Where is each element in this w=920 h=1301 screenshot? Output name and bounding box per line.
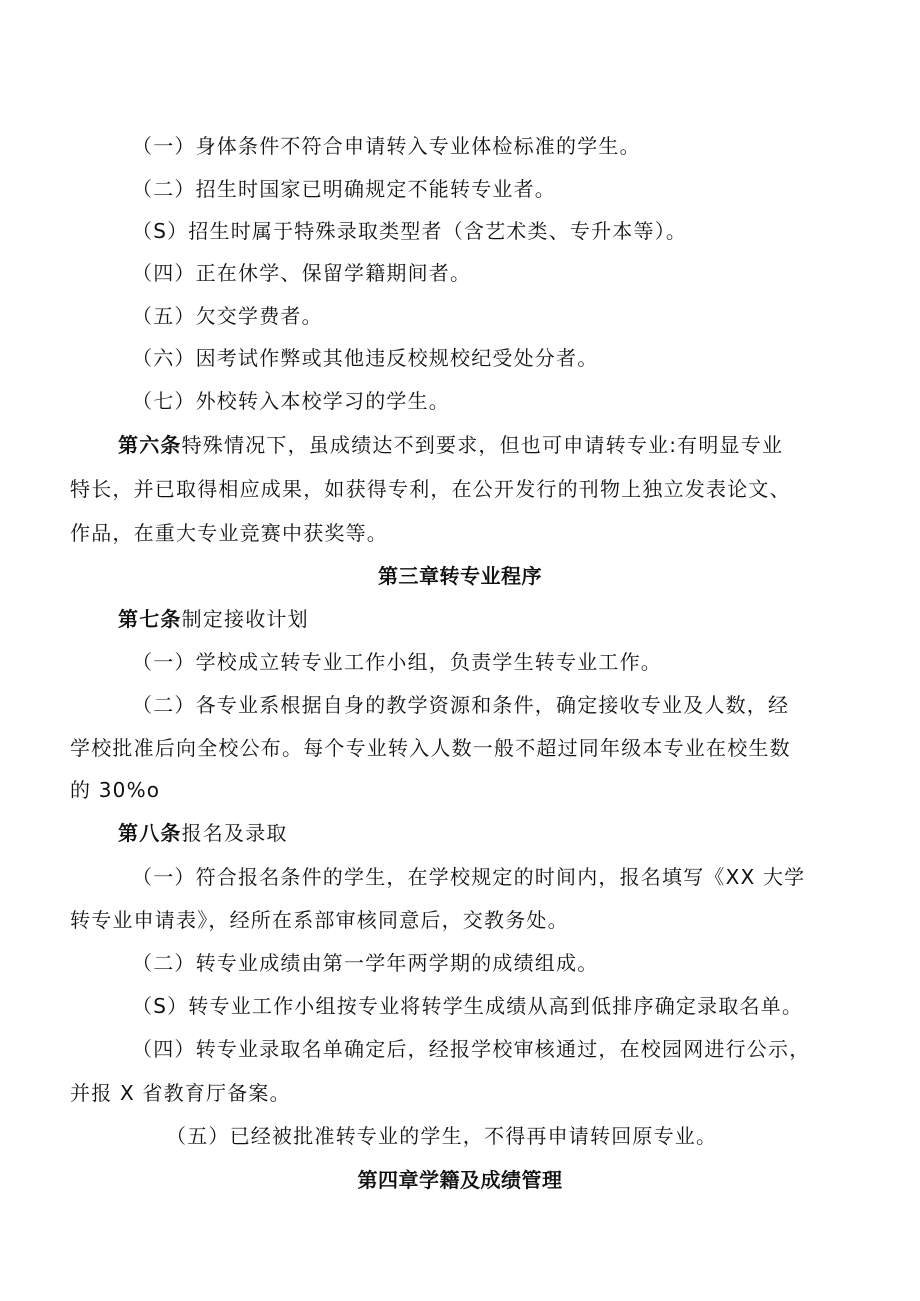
article-7-item-2-line-2: 学校批准后向全校公布。每个专业转入人数一般不超过同年级本专业在校生数 [70,736,791,760]
article-8-item-4-line-2: 并报 X 省教育厅备案。 [70,1081,291,1105]
article-8-title: 报名及录取 [181,821,288,845]
article-6-text-1: 特殊情况下，虽成绩达不到要求，但也可申请转专业:有明显专业 [181,433,784,457]
article-8-item-4-line-1: （四）转专业录取名单确定后，经报学校审核通过，在校园网进行公示， [132,1037,811,1061]
condition-item-2: （二）招生时国家已明确规定不能转专业者。 [132,177,556,201]
condition-item-4: （四）正在休学、保留学籍期间者。 [132,261,472,285]
article-7-title: 制定接收计划 [181,607,309,631]
article-6-line-1 [0,430,920,460]
article-7-item-2-line-1: （二）各专业系根据自身的教学资源和条件，确定接收专业及人数，经 [132,693,790,717]
article-8-label: 第八条 [118,821,182,845]
condition-item-3: （S）招生时属于特殊录取类型者（含艺术类、专升本等）。 [132,219,688,243]
article-6-label: 第六条 [118,433,182,457]
article-8-item-5: （五）已经被批准转专业的学生，不得再申请转回原专业。 [166,1124,718,1148]
article-6-line-3: 作品，在重大专业竞赛中获奖等。 [70,521,388,545]
condition-item-1: （一）身体条件不符合申请转入专业体检标准的学生。 [132,134,641,158]
article-6-line-2: 特长，并已取得相应成果，如获得专利，在公开发行的刊物上独立发表论文、 [70,477,791,501]
article-7-item-1: （一）学校成立转专业工作小组，负责学生转专业工作。 [132,650,662,674]
chapter-3-heading: 第三章转专业程序 [378,564,542,588]
article-7-item-2-line-3: 的 30%o [70,778,161,802]
article-8-line [0,818,920,848]
article-8-item-1-line-1: （一）符合报名条件的学生，在学校规定的时间内，报名填写《XX 大学 [132,865,806,889]
article-8-item-1-line-2: 转专业申请表》，经所在系部审核同意后，交教务处。 [70,908,569,932]
chapter-4-heading: 第四章学籍及成绩管理 [357,1168,563,1192]
article-8-item-3: （S）转专业工作小组按专业将转学生成绩从高到低排序确定录取名单。 [132,994,804,1018]
condition-item-5: （五）欠交学费者。 [132,304,323,328]
article-7-line [0,604,920,634]
condition-item-6: （六）因考试作弊或其他违反校规校纪受处分者。 [132,346,599,370]
article-8-item-2: （二）转专业成绩由第一学年两学期的成绩组成。 [132,951,599,975]
article-7-label: 第七条 [118,607,182,631]
condition-item-7: （七）外校转入本校学习的学生。 [132,389,450,413]
